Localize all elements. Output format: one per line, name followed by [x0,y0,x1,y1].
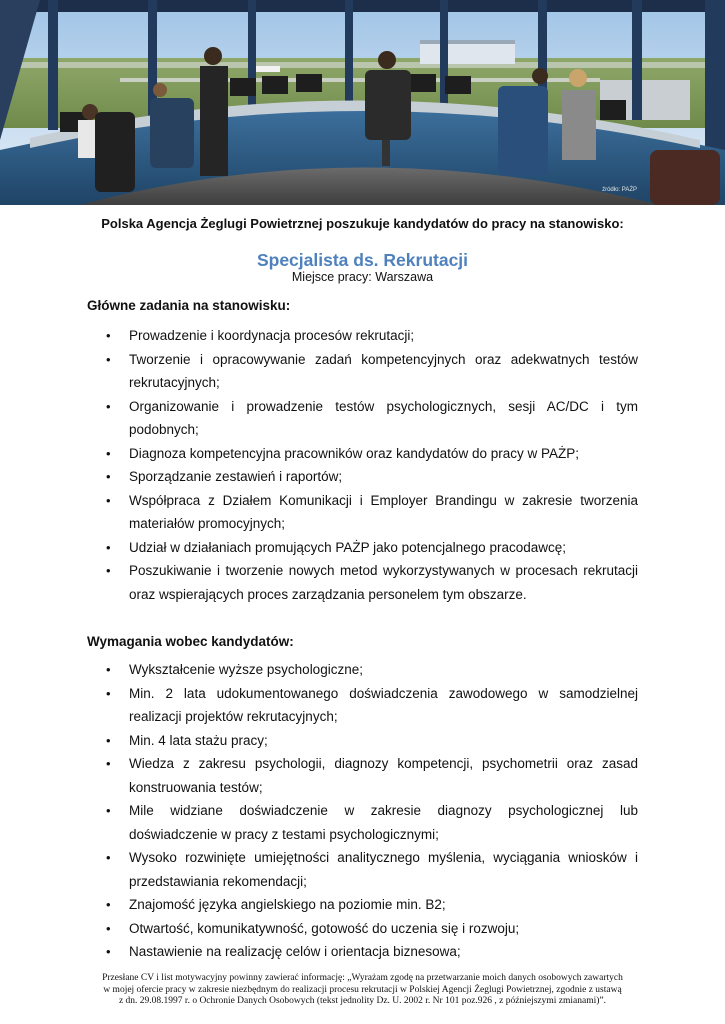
list-item [104,442,638,466]
control-tower-illustration [0,0,725,205]
bullet-icon: • [106,351,111,367]
bullet-icon: • [106,662,111,677]
footer-line: w mojej ofercie pracy w zakresie niezbędnym do realizacji procesu rekrutacji w Polskiej Agencji Żeglugi Powietrznej, zgodnie z ustawą [103,984,622,995]
tasks-heading: Główne zadania na stanowisku: [87,298,291,313]
task-text: Organizowanie i prowadzenie testów psychologicznych, sesji AC/DC i tym podobnych; [129,398,638,437]
intro-text: Polska Agencja Żeglugi Powietrznej poszukuje kandydatów do pracy na stanowisko: [101,216,624,231]
bullet-icon: • [106,756,111,771]
photo-credit: źródło: PAŻP [602,187,637,193]
list-item [104,489,638,536]
list-item [104,682,638,729]
requirement-text: Otwartość, komunikatywność, gotowość do uczenia się i rozwoju; [129,920,520,936]
list-item [104,658,638,682]
task-text: Prowadzenie i koordynacja procesów rekrutacji; [129,328,415,343]
requirement-text: Min. 2 lata udokumentowanego doświadczenia zawodowego w samodzielnej realizacji projektów rekrutacyjnych; [129,685,638,724]
tasks-list [104,324,638,606]
bullet-icon: • [106,920,111,936]
list-item [104,324,638,348]
footer-line: Przesłane CV i list motywacyjny powinny zawierać informację: „Wyrażam zgodę na przetwarzanie moich danych osobowych zawartych [102,973,623,983]
task-text: Sporządzanie zestawień i raportów; [129,469,343,484]
bullet-icon: • [106,492,111,508]
bullet-icon: • [106,897,111,912]
footer-line: z dn. 29.08.1997 r. o Ochronie Danych Osobowych (tekst jednolity Dz. U. 2002 r. Nr 101 poz.926 , z późniejszymi zmianami)”. [118,996,607,1006]
requirements-heading: Wymagania wobec kandydatów: [87,634,294,649]
list-item [104,940,638,964]
bullet-icon: • [106,445,111,461]
task-text: Współpraca z Działem Komunikacji i Employer Brandingu w zakresie tworzenia materiałów promocyjnych; [129,492,638,531]
bullet-icon: • [106,563,111,578]
requirement-text: Wykształcenie wyższe psychologiczne; [129,662,363,677]
list-item [104,559,638,606]
list-item [104,799,638,846]
bullet-icon: • [106,328,111,343]
job-location: Miejsce pracy: Warszawa [291,270,434,284]
requirement-text: Min. 4 lata stażu pracy; [129,732,268,748]
bullet-icon: • [106,944,111,959]
requirements-list [104,658,638,964]
bullet-icon: • [106,685,111,701]
list-item [104,917,638,941]
requirement-text: Mile widziane doświadczenie w zakresie diagnozy psychologicznej lub doświadczenie w pracy z testami psychologicznymi; [129,803,638,842]
bullet-icon: • [106,469,111,484]
task-text: Diagnoza kompetencyjna pracowników oraz kandydatów do pracy w PAŻP; [129,445,579,461]
list-item [104,465,638,489]
list-item [104,846,638,893]
requirement-text: Znajomość języka angielskiego na poziomie min. B2; [129,897,446,912]
list-item [104,348,638,395]
bullet-icon: • [106,539,111,555]
bullet-icon: • [106,850,111,865]
list-item [104,536,638,560]
task-text: Udział w działaniach promujących PAŻP jako potencjalnego pracodawcę; [129,539,566,555]
requirement-text: Wysoko rozwinięte umiejętności analitycznego myślenia, wyciągania wniosków i przedstawiania rekomendacji; [129,850,638,889]
list-item [104,395,638,442]
bullet-icon: • [106,803,111,818]
bullet-icon: • [106,732,111,748]
list-item [104,729,638,753]
requirement-text: Wiedza z zakresu psychologii, diagnozy kompetencji, psychometrii oraz zasad konstruowania testów; [129,756,638,795]
job-title: Specjalista ds. Rekrutacji [256,250,469,270]
task-text: Poszukiwanie i tworzenie nowych metod wykorzystywanych w procesach rekrutacji oraz wspierających proces zarządzania personelem tym obszarze. [129,563,638,602]
task-text: Tworzenie i opracowywanie zadań kompetencyjnych oraz adekwatnych testów rekrutacyjnych; [129,351,638,390]
list-item [104,893,638,917]
list-item [104,752,638,799]
consent-footer [70,973,655,1008]
requirement-text: Nastawienie na realizację celów i orientacja biznesowa; [129,944,461,959]
bullet-icon: • [106,398,111,414]
header-photo [0,0,725,205]
